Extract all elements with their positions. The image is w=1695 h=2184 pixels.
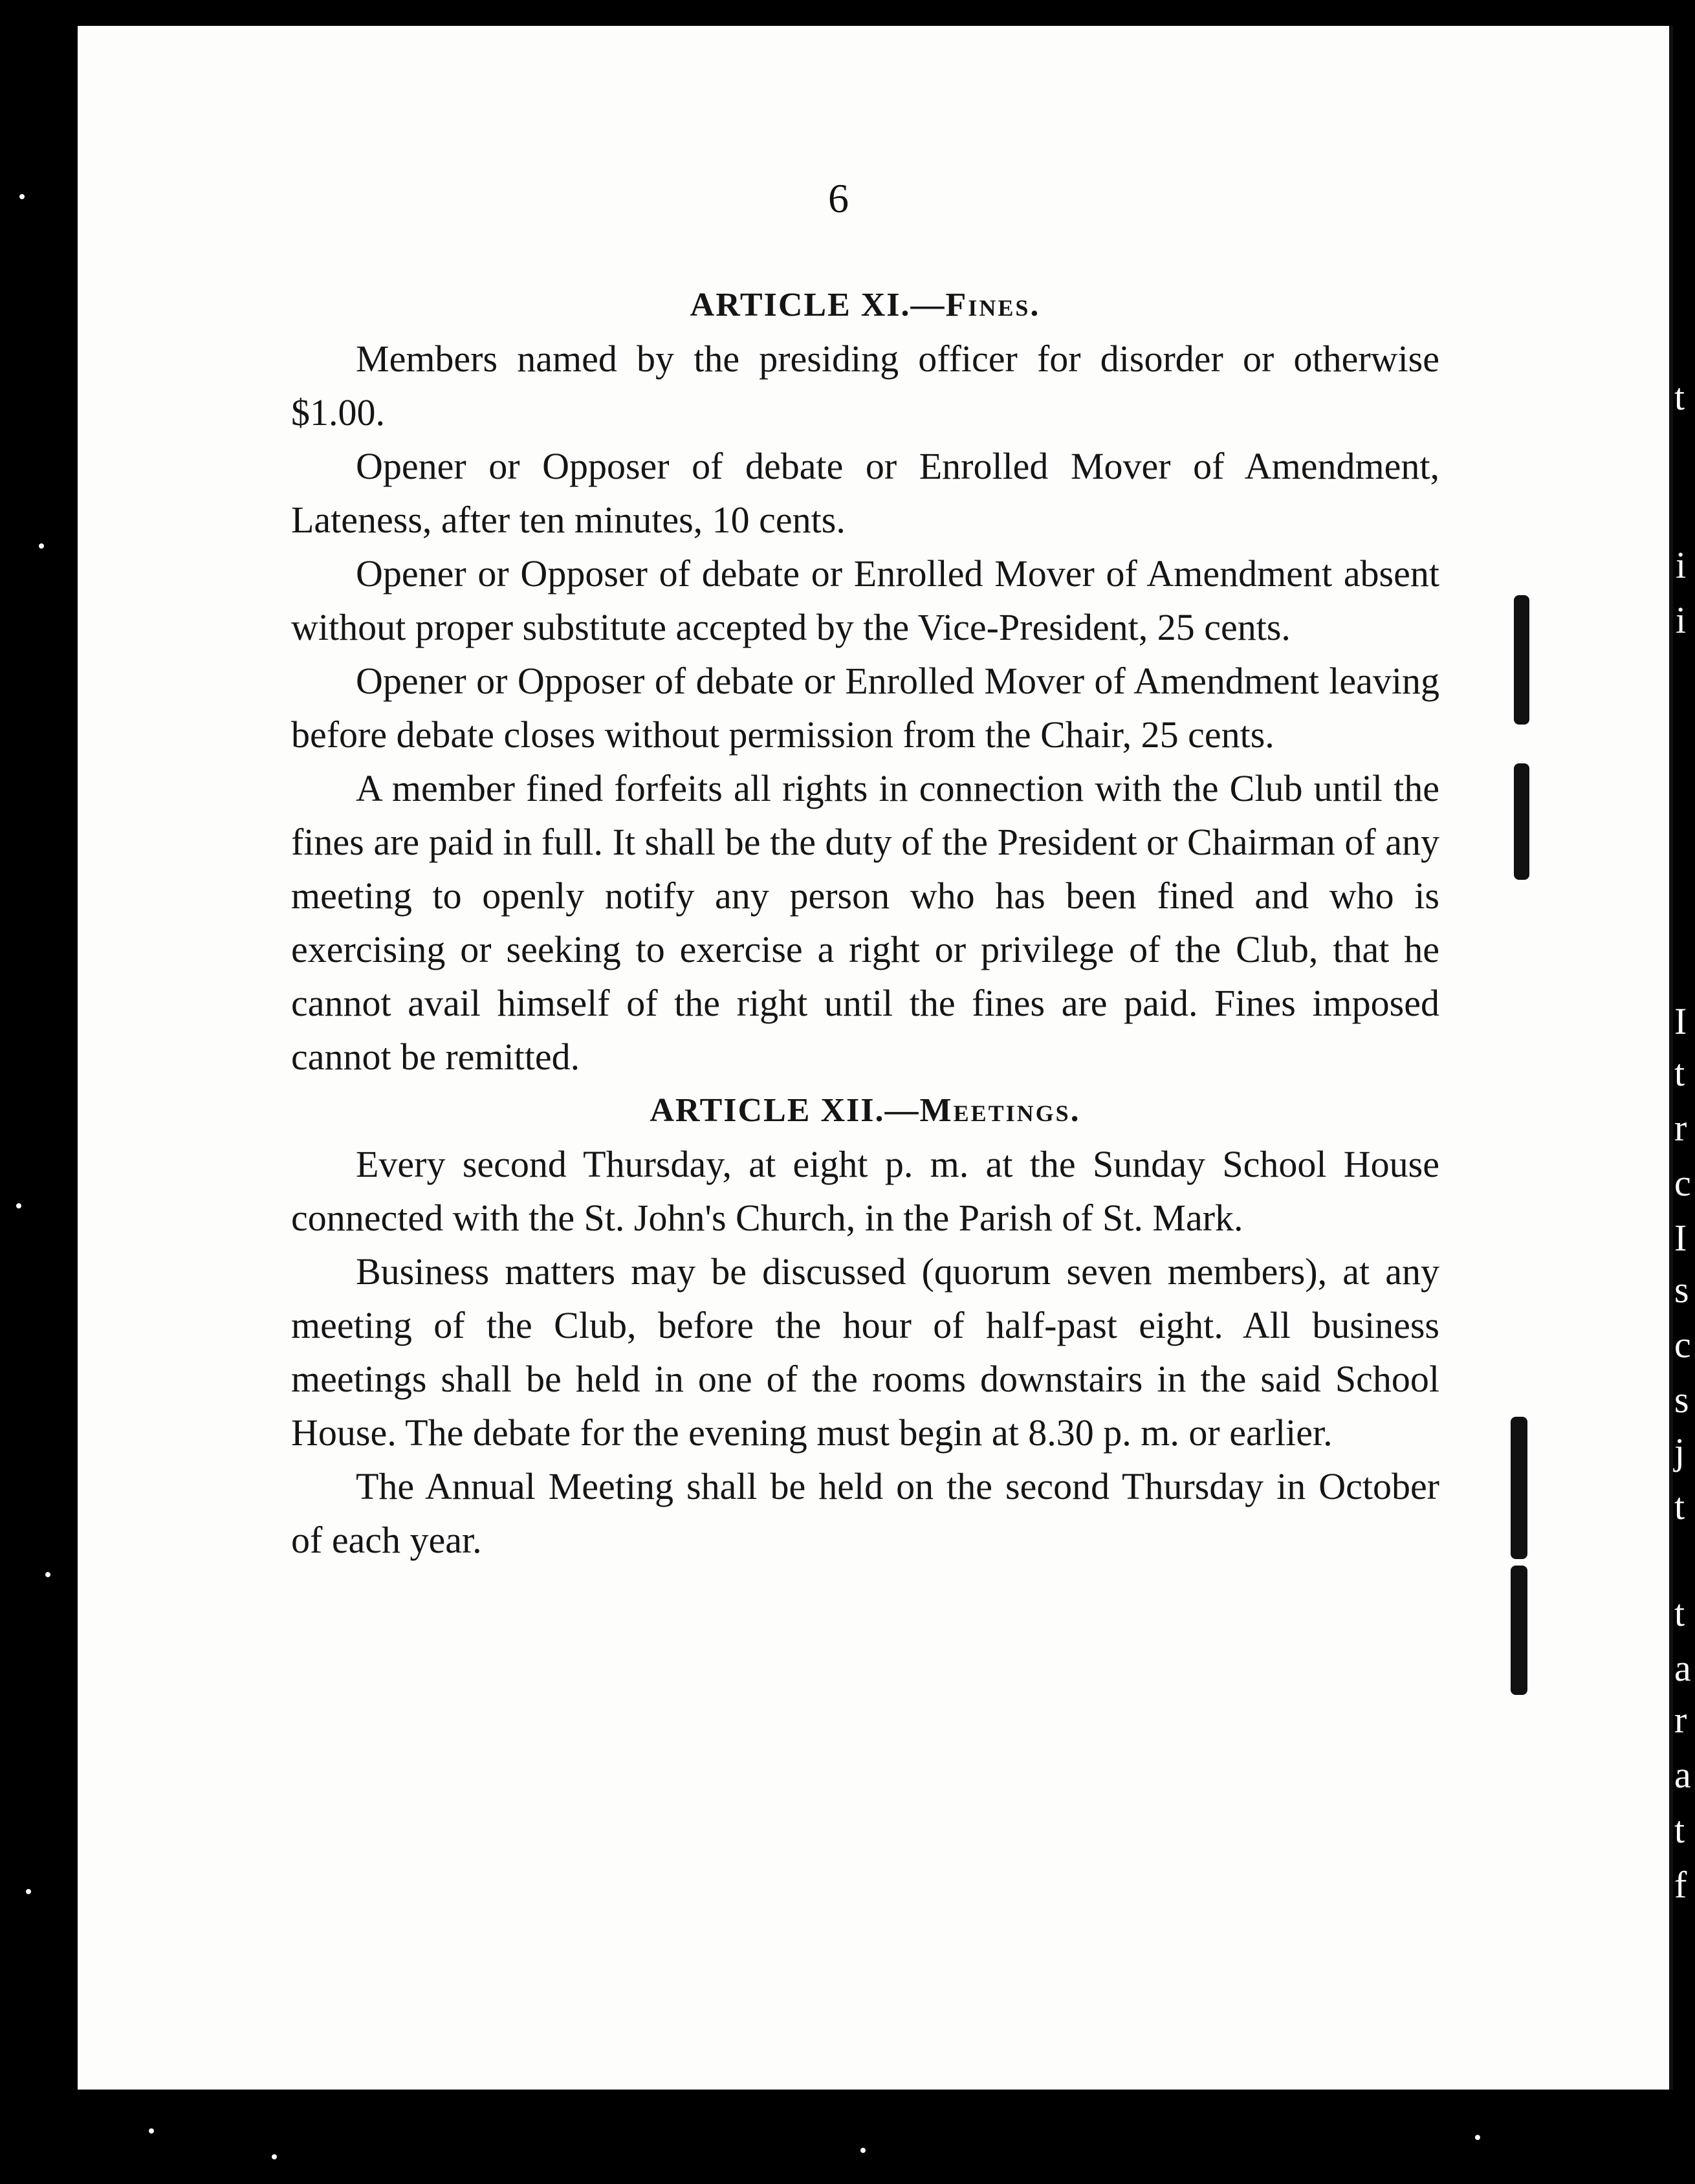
speck <box>19 194 25 199</box>
binding-mark <box>1514 763 1529 880</box>
article-xi-paragraph: Opener or Opposer of debate or Enrolled Mover of Amendment, Lateness, after ten minutes, 10 cents. <box>291 445 1439 541</box>
speck <box>26 1889 31 1894</box>
article-xi-paragraph: Opener or Opposer of debate or Enrolled Mover of Amendment leaving before debate closes without permission from the Chair, 25 cents. <box>291 660 1439 756</box>
article-xii-paragraph: Business matters may be discussed (quorum seven members), at any meeting of the Club, before the hour of half-past eight. All business meetings shall be held in one of the rooms downstairs in the said School House. The debate for the evening must begin at 8.30 p. m. or earlier. <box>291 1250 1439 1454</box>
facing-page-letter: c <box>1674 1162 1691 1204</box>
speck <box>16 1203 21 1208</box>
speck <box>39 543 44 549</box>
binding-mark <box>1511 1566 1527 1695</box>
facing-page-letter: r <box>1674 1699 1687 1741</box>
facing-page-letter: t <box>1674 1485 1685 1527</box>
facing-page-letter: I <box>1674 1217 1687 1259</box>
article-xii-paragraph: The Annual Meeting shall be held on the second Thursday in October of each year. <box>291 1465 1439 1561</box>
article-xi-subtitle: Fines. <box>945 287 1041 323</box>
speck <box>1475 2135 1480 2140</box>
facing-page-letter: j <box>1674 1430 1685 1472</box>
facing-page-letter: t <box>1674 1592 1685 1634</box>
article-xii-title: ARTICLE XII.— <box>650 1092 920 1129</box>
facing-page-letter: t <box>1674 1809 1685 1851</box>
facing-page-letter: t <box>1674 1052 1685 1094</box>
article-xi-paragraph: Members named by the presiding officer for disorder or otherwise $1.00. <box>291 338 1439 433</box>
facing-page-letter: c <box>1674 1324 1691 1366</box>
page-number: 6 <box>828 175 849 221</box>
speck <box>272 2154 277 2159</box>
facing-page-letter: a <box>1674 1754 1691 1796</box>
facing-page-letter: f <box>1674 1864 1687 1906</box>
facing-page-letter: s <box>1674 1379 1689 1421</box>
article-xii-heading <box>291 1084 1439 1137</box>
facing-page-letter: i <box>1676 599 1687 641</box>
facing-page-letter: i <box>1676 544 1687 586</box>
article-xii-paragraph: Every second Thursday, at eight p. m. at the Sunday School House connected with the St. John's Church, in the Parish of St. Mark. <box>291 1143 1439 1239</box>
facing-page-letter: r <box>1674 1107 1687 1149</box>
document-page <box>78 26 1673 2090</box>
facing-page-letter: s <box>1674 1269 1689 1311</box>
article-xi-title: ARTICLE XI.— <box>690 287 946 323</box>
article-xi-heading <box>291 278 1439 332</box>
facing-page-letter: I <box>1674 1000 1687 1042</box>
speck <box>149 2128 154 2134</box>
binding-mark <box>1511 1417 1527 1559</box>
facing-page-letter: t <box>1674 376 1685 418</box>
article-xi-paragraph: A member fined forfeits all rights in connection with the Club until the fines are paid in full. It shall be the duty of the President or Chairman of any meeting to openly notify any person who has been fined and who is exercising or seeking to exercise a right or privilege of the Club, that he cannot avail himself of the right until the fines are paid. Fines imposed cannot be remitted. <box>291 767 1439 1078</box>
speck <box>45 1572 50 1577</box>
article-xi-paragraph: Opener or Opposer of debate or Enrolled Mover of Amendment absent without proper substitute accepted by the Vice-President, 25 cents. <box>291 552 1439 648</box>
binding-mark <box>1514 595 1529 725</box>
page-body <box>291 278 1439 1567</box>
article-xii-subtitle: Meetings. <box>919 1092 1081 1129</box>
speck <box>860 2148 866 2153</box>
facing-page-letter: a <box>1674 1647 1691 1689</box>
